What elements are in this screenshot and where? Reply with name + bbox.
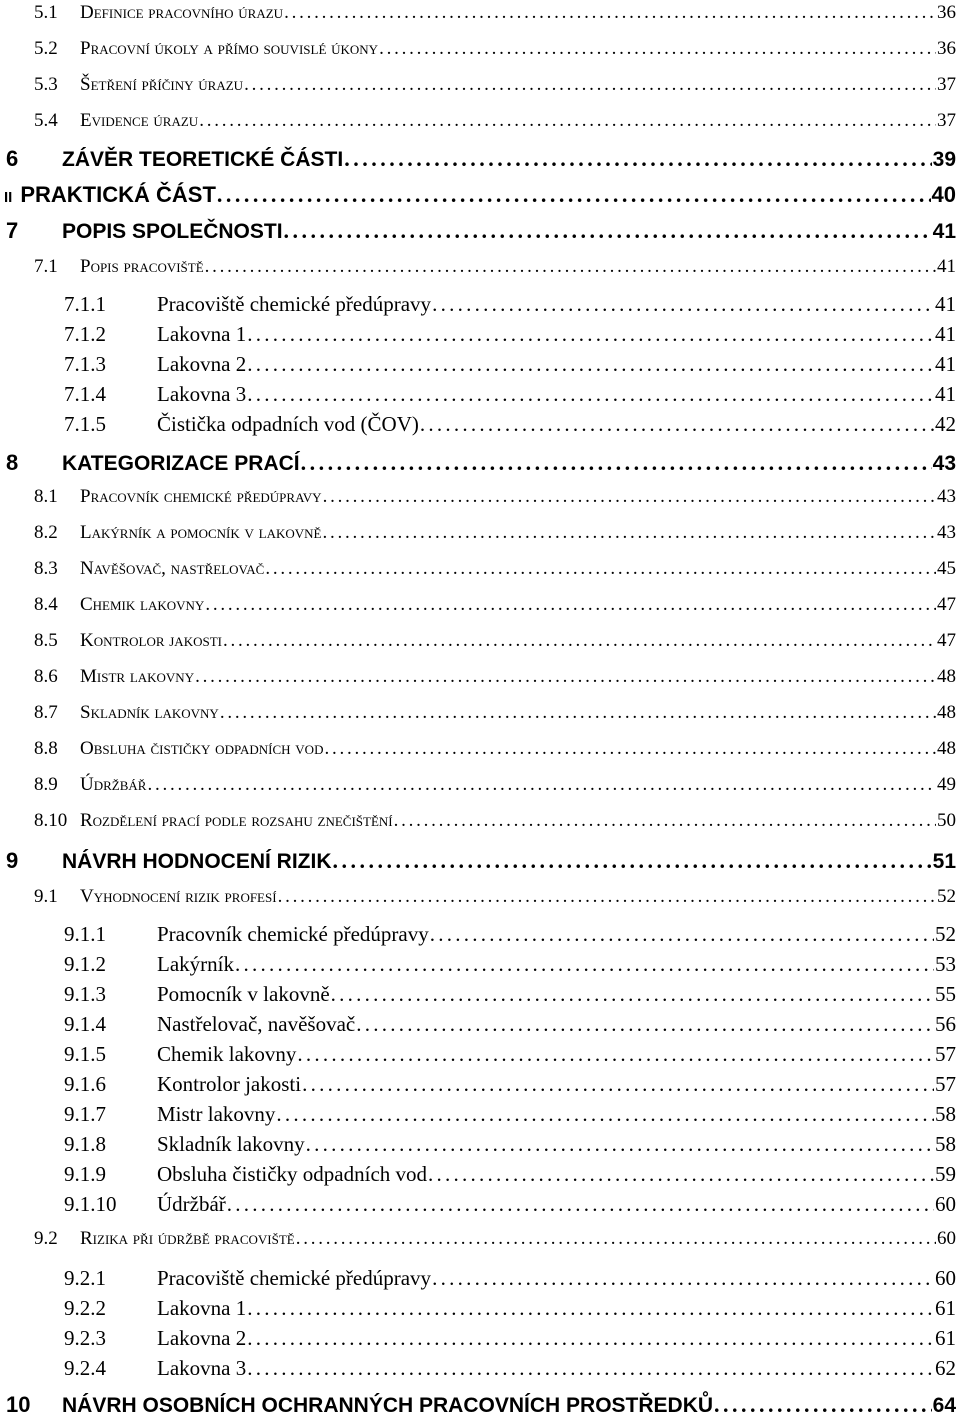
toc-entry[interactable]: [0, 110, 956, 132]
dot-leader: [420, 412, 934, 437]
toc-entry-page: 43: [932, 452, 956, 475]
toc-entry-number: 8.8: [34, 738, 58, 759]
dot-leader: [301, 450, 932, 476]
toc-entry-number: 9.1.7: [64, 1102, 106, 1126]
toc-entry[interactable]: [0, 982, 956, 1007]
toc-entry-title: Vyhodnocení rizik profesí: [80, 886, 277, 907]
toc-entry[interactable]: [0, 922, 956, 947]
toc-entry-page: 62: [935, 1356, 956, 1380]
toc-entry-page: 48: [937, 702, 956, 723]
toc-entry-page: 36: [937, 2, 956, 23]
dot-leader: [247, 382, 934, 407]
toc-entry-title: Skladník lakovny: [80, 702, 219, 723]
toc-entry[interactable]: [0, 1228, 956, 1250]
dot-leader: [297, 1042, 934, 1067]
toc-entry-title: Kontrolor jakosti: [80, 630, 222, 651]
toc-entry-title: Lakovna 2: [157, 1326, 247, 1350]
toc-entry[interactable]: [0, 810, 956, 832]
toc-entry[interactable]: [0, 1102, 956, 1127]
dot-leader: [284, 218, 932, 244]
toc-entry-title: Údržbář: [157, 1192, 226, 1216]
toc-entry-page: 57: [935, 1042, 956, 1066]
toc-entry-number: 9.2: [34, 1228, 58, 1249]
toc-entry-number: 9.2.1: [64, 1266, 106, 1290]
toc-entry[interactable]: [0, 2, 956, 24]
dot-leader: [432, 1266, 934, 1291]
toc-entry-title: Chemik lakovny: [157, 1042, 297, 1066]
dot-leader: [714, 1392, 932, 1418]
dot-leader: [284, 2, 936, 24]
toc-entry-title: Chemik lakovny: [80, 594, 205, 615]
toc-entry-title: Pracoviště chemické předúpravy: [157, 1266, 432, 1290]
toc-entry-title: POPIS SPOLEČNOSTI: [62, 220, 283, 243]
toc-entry-number: 9: [6, 848, 19, 873]
toc-entry-title: Lakýrník a pomocník v lakovně: [80, 522, 322, 543]
toc-entry-number: 8.3: [34, 558, 58, 579]
toc-entry-page: 60: [937, 1228, 956, 1249]
toc-entry-page: 37: [937, 74, 956, 95]
toc-entry-number: 9.1.10: [64, 1192, 117, 1216]
toc-entry-page: 48: [937, 666, 956, 687]
toc-entry-page: 36: [937, 38, 956, 59]
toc-entry-title: Rozdělení prací podle rozsahu znečištění: [80, 810, 393, 831]
toc-entry-page: 37: [937, 110, 956, 131]
toc-entry-page: 49: [937, 774, 956, 795]
toc-entry-title: ZÁVĚR TEORETICKÉ ČÁSTI: [62, 148, 344, 171]
dot-leader: [432, 292, 934, 317]
toc-entry[interactable]: [0, 1012, 956, 1037]
toc-entry[interactable]: [0, 666, 956, 688]
toc-entry-number: 8.10: [34, 810, 68, 831]
toc-entry[interactable]: [0, 702, 956, 724]
toc-entry-page: 43: [937, 522, 956, 543]
toc-entry-title: Údržbář: [80, 774, 147, 795]
toc-entry-page: 64: [932, 1394, 956, 1417]
toc-entry-title: Čistička odpadních vod (ČOV): [157, 412, 419, 436]
toc-entry-number: 9.1.8: [64, 1132, 106, 1156]
dot-leader: [324, 738, 936, 760]
toc-entry-title: Lakýrník: [157, 952, 234, 976]
dot-leader: [344, 146, 931, 172]
toc-entry-page: 56: [935, 1012, 956, 1036]
toc-entry-title: Definice pracovního úrazu: [80, 2, 284, 23]
dot-leader: [331, 982, 934, 1007]
toc-entry-title: NÁVRH HODNOCENÍ RIZIK: [62, 850, 332, 873]
toc-entry[interactable]: [0, 1042, 956, 1067]
toc-entry[interactable]: [0, 1162, 956, 1187]
toc-entry-page: 53: [935, 952, 956, 976]
toc-entry[interactable]: [0, 558, 956, 580]
toc-entry-page: 39: [932, 148, 956, 171]
toc-entry-number: 9.2.4: [64, 1356, 106, 1380]
toc-entry[interactable]: [0, 382, 956, 407]
toc-entry[interactable]: [0, 774, 956, 796]
toc-entry-page: 61: [935, 1326, 956, 1350]
toc-entry[interactable]: [0, 848, 956, 874]
toc-entry-title: Obsluha čističky odpadních vod: [80, 738, 324, 759]
dot-leader: [428, 1162, 934, 1187]
toc-entry-number: II: [4, 189, 13, 206]
toc-entry-number: 7.1.2: [64, 322, 106, 346]
toc-entry[interactable]: [0, 218, 956, 244]
toc-entry-title: Popis pracoviště: [80, 256, 204, 277]
toc-entry[interactable]: [0, 352, 956, 377]
toc-entry-page: 55: [935, 982, 956, 1006]
toc-entry[interactable]: [0, 146, 956, 172]
toc-entry-number: 6: [6, 146, 19, 171]
toc-entry[interactable]: [0, 738, 956, 760]
toc-entry-page: 61: [935, 1296, 956, 1320]
toc-entry-number: 9.1.9: [64, 1162, 106, 1186]
toc-entry-number: 8.1: [34, 486, 58, 507]
toc-entry-page: 58: [935, 1132, 956, 1156]
toc-entry[interactable]: [0, 1132, 956, 1157]
dot-leader: [306, 1132, 934, 1157]
toc-entry-page: 52: [937, 886, 956, 907]
dot-leader: [302, 1072, 934, 1097]
toc-entry-title: Lakovna 3: [157, 382, 247, 406]
toc-entry-title: Pracovník chemické předúpravy: [80, 486, 322, 507]
toc-entry-title: Pracovní úkoly a přímo souvislé úkony: [80, 38, 379, 59]
toc-entry-number: 9.1: [34, 886, 58, 907]
toc-entry-title: PRAKTICKÁ ČÁST: [20, 182, 216, 207]
toc-entry-title: Skladník lakovny: [157, 1132, 305, 1156]
toc-entry[interactable]: [0, 450, 956, 476]
toc-entry-number: 5.1: [34, 2, 58, 23]
toc-entry-page: 48: [937, 738, 956, 759]
toc-entry-page: 41: [935, 292, 956, 316]
dot-leader: [265, 558, 936, 580]
toc-entry-number: 9.1.1: [64, 922, 106, 946]
dot-leader: [227, 1192, 934, 1217]
toc-entry[interactable]: [0, 630, 956, 652]
toc-entry[interactable]: [0, 38, 956, 60]
dot-leader: [199, 110, 936, 132]
toc-entry-page: 51: [932, 850, 956, 873]
toc-entry-number: 8.2: [34, 522, 58, 543]
toc-entry-page: 41: [935, 322, 956, 346]
toc-entry[interactable]: [0, 256, 956, 278]
toc-entry-page: 60: [935, 1266, 956, 1290]
toc-entry-page: 45: [937, 558, 956, 579]
toc-entry-number: 8.9: [34, 774, 58, 795]
toc-entry-page: 57: [935, 1072, 956, 1096]
toc-entry-page: 42: [935, 412, 956, 436]
toc-entry[interactable]: [0, 412, 956, 437]
toc-entry-title: Pomocník v lakovně: [157, 982, 330, 1006]
toc-entry-page: 41: [937, 256, 956, 277]
toc-entry-page: 41: [935, 352, 956, 376]
toc-entry-page: 41: [932, 220, 956, 243]
toc-entry-page: 41: [935, 382, 956, 406]
toc-entry-number: 8.6: [34, 666, 58, 687]
toc-entry-title: Nastřelovač, navěšovač: [157, 1012, 356, 1036]
toc-entry-page: 47: [937, 630, 956, 651]
toc-entry-number: 5.2: [34, 38, 58, 59]
dot-leader: [323, 522, 937, 544]
toc-entry-title: Obsluha čističky odpadních vod: [157, 1162, 428, 1186]
dot-leader: [247, 1326, 934, 1351]
toc-entry[interactable]: [0, 322, 956, 347]
toc-entry-page: 58: [935, 1102, 956, 1126]
dot-leader: [333, 848, 932, 874]
toc-entry-title: Šetření příčiny úrazu: [80, 74, 244, 95]
toc-entry-number: 8.5: [34, 630, 58, 651]
toc-entry[interactable]: [0, 1392, 956, 1418]
toc-entry-number: 8: [6, 450, 19, 475]
toc-entry-number: 9.1.2: [64, 952, 106, 976]
toc-entry-number: 8.4: [34, 594, 58, 615]
dot-leader: [220, 702, 936, 724]
dot-leader: [247, 322, 934, 347]
dot-leader: [244, 74, 936, 96]
toc-entry-number: 7: [6, 218, 19, 243]
dot-leader: [278, 886, 936, 908]
toc-entry-title: Mistr lakovny: [80, 666, 195, 687]
toc-entry-number: 9.2.2: [64, 1296, 106, 1320]
dot-leader: [247, 1296, 934, 1321]
dot-leader: [379, 38, 936, 60]
toc-entry-number: 7.1.3: [64, 352, 106, 376]
toc-entry[interactable]: [0, 1296, 956, 1321]
toc-entry-title: Pracoviště chemické předúpravy: [157, 292, 432, 316]
toc-entry[interactable]: [0, 74, 956, 96]
toc-entry-title: NÁVRH OSOBNÍCH OCHRANNÝCH PRACOVNÍCH PROSTŘEDKŮ: [62, 1394, 714, 1417]
dot-leader: [147, 774, 936, 796]
dot-leader: [430, 922, 934, 947]
toc-entry[interactable]: [0, 1356, 956, 1381]
toc-entry[interactable]: [0, 486, 956, 508]
toc-entry[interactable]: [0, 1326, 956, 1351]
toc-entry-number: 7.1.4: [64, 382, 106, 406]
toc-entry-title: Navěšovač, nastřelovač: [80, 558, 265, 579]
toc-entry-page: 60: [935, 1192, 956, 1216]
dot-leader: [247, 1356, 934, 1381]
toc-entry-page: 43: [937, 486, 956, 507]
dot-leader: [394, 810, 936, 832]
toc-entry-number: 8.7: [34, 702, 58, 723]
toc-entry-number: 5.3: [34, 74, 58, 95]
toc-entry-title: Lakovna 2: [157, 352, 247, 376]
toc-entry[interactable]: [0, 1072, 956, 1097]
toc-entry-number: 10: [6, 1392, 31, 1417]
dot-leader: [247, 352, 934, 377]
toc-entry-page: 52: [935, 922, 956, 946]
toc-entry[interactable]: [0, 182, 956, 208]
toc-entry-number: 5.4: [34, 110, 58, 131]
toc-entry-title: Lakovna 1: [157, 322, 247, 346]
toc-entry[interactable]: [0, 522, 956, 544]
dot-leader: [205, 256, 936, 278]
toc-entry-title: Kontrolor jakosti: [157, 1072, 302, 1096]
toc-entry-title: Pracovník chemické předúpravy: [157, 922, 429, 946]
dot-leader: [323, 486, 936, 508]
toc-entry-page: 40: [931, 182, 956, 207]
toc-entry[interactable]: [0, 292, 956, 317]
toc-entry[interactable]: [0, 1192, 956, 1217]
toc-entry-title: Mistr lakovny: [157, 1102, 276, 1126]
toc-entry-number: 7.1.5: [64, 412, 106, 436]
dot-leader: [205, 594, 936, 616]
toc-entry-title: Lakovna 1: [157, 1296, 247, 1320]
toc-entry-title: KATEGORIZACE PRACÍ: [62, 452, 300, 475]
toc-entry[interactable]: [0, 886, 956, 908]
toc-entry-title: Evidence úrazu: [80, 110, 199, 131]
toc-entry-page: 47: [937, 594, 956, 615]
dot-leader: [223, 630, 936, 652]
toc-entry[interactable]: [0, 1266, 956, 1291]
toc-entry-title: Rizika při údržbě pracoviště: [80, 1228, 295, 1249]
toc-entry-number: 9.1.5: [64, 1042, 106, 1066]
toc-entry-number: 9.2.3: [64, 1326, 106, 1350]
dot-leader: [276, 1102, 934, 1127]
toc-entry-number: 9.1.4: [64, 1012, 106, 1036]
dot-leader: [235, 952, 934, 977]
toc-entry-page: 50: [937, 810, 956, 831]
dot-leader: [195, 666, 936, 688]
toc-entry-number: 9.1.3: [64, 982, 106, 1006]
toc-entry-number: 7.1.1: [64, 292, 106, 316]
toc-entry-number: 9.1.6: [64, 1072, 106, 1096]
toc-entry[interactable]: [0, 952, 956, 977]
toc-entry-number: 7.1: [34, 256, 58, 277]
toc-entry[interactable]: [0, 594, 956, 616]
dot-leader: [356, 1012, 934, 1037]
dot-leader: [296, 1228, 936, 1250]
dot-leader: [217, 182, 931, 208]
toc-entry-title: Lakovna 3: [157, 1356, 247, 1380]
toc-entry-page: 59: [935, 1162, 956, 1186]
